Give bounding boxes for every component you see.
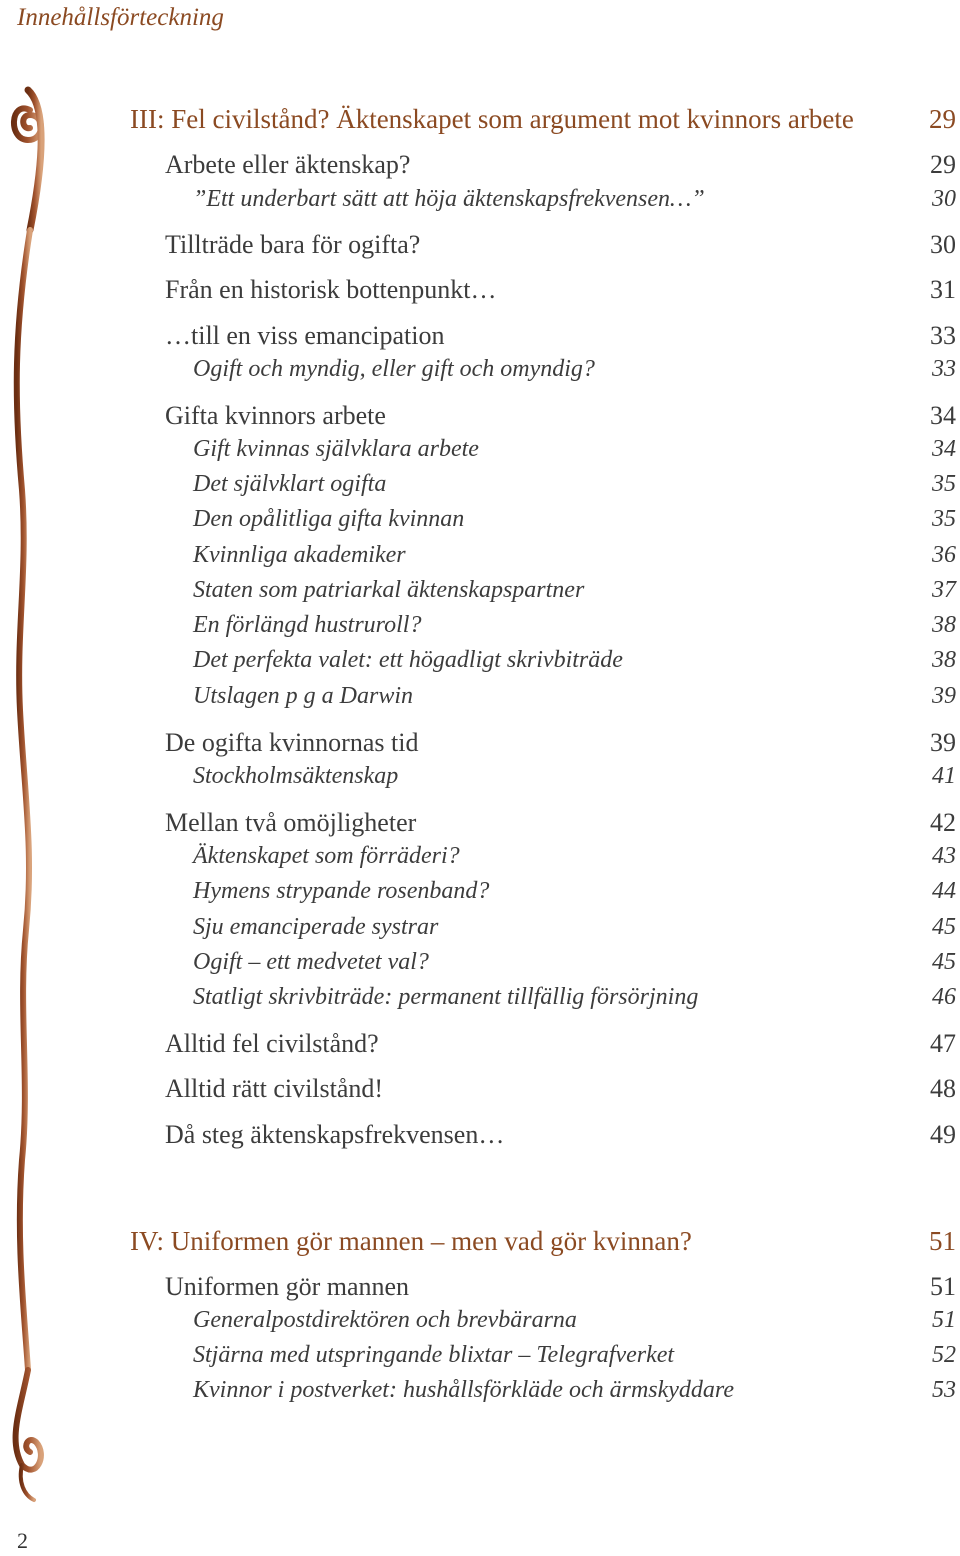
toc-entry-title: Stjärna med utspringande blixtar – Telegrafverket [193, 1342, 675, 1368]
toc-entry-section [165, 728, 956, 758]
toc-entry-sub [193, 763, 956, 790]
toc-entry-title: Gifta kvinnors arbete [165, 401, 386, 430]
toc-entry-title: Gift kvinnas självklara arbete [193, 436, 479, 462]
toc-entry-page: 31 [930, 275, 956, 304]
toc-entry-page: 48 [930, 1074, 956, 1103]
toc-entry-page: 47 [930, 1029, 956, 1058]
toc-entry-title: De ogifta kvinnornas tid [165, 728, 419, 757]
page-number: 2 [17, 1528, 28, 1553]
toc-entry-page: 36 [932, 542, 956, 568]
toc-entry-page: 46 [932, 984, 956, 1010]
toc-entry-page: 38 [932, 612, 956, 638]
toc-entry-page: 33 [932, 356, 956, 382]
toc-entry-page: 41 [932, 763, 956, 789]
toc-entry-section [165, 150, 956, 180]
toc-entry-page: 29 [930, 150, 956, 179]
toc-entry-title: En förlängd hustruroll? [193, 612, 422, 638]
toc-entry-sub [193, 1377, 956, 1404]
toc-entry-title: Arbete eller äktenskap? [165, 150, 411, 179]
toc-entry-page: 52 [932, 1342, 956, 1368]
toc-entry-page: 38 [932, 647, 956, 673]
toc-entry-title: Ogift och myndig, eller gift och omyndig? [193, 356, 595, 382]
toc-entry-section [165, 808, 956, 838]
toc-entry-section [165, 1029, 956, 1059]
toc-entry-title: Statligt skrivbiträde: permanent tillfällig försörjning [193, 984, 699, 1010]
toc-entry-title: Generalpostdirektören och brevbärarna [193, 1307, 577, 1333]
toc-entry-title: Tillträde bara för ogifta? [165, 230, 421, 259]
toc-entry-page: 37 [932, 577, 956, 603]
toc-entry-section [165, 1074, 956, 1104]
toc-entry-title: Det perfekta valet: ett högadligt skrivbiträde [193, 647, 623, 673]
toc-entry-title: Den opålitliga gifta kvinnan [193, 506, 465, 532]
toc-entry-title: Sju emanciperade systrar [193, 914, 439, 940]
toc-entry-page: 34 [932, 436, 956, 462]
toc-entry-page: 44 [932, 878, 956, 904]
toc-entry-sub [193, 914, 956, 941]
toc-entry-section [165, 230, 956, 260]
toc-entry-page: 39 [930, 728, 956, 757]
toc-entry-title: IV: Uniformen gör mannen – men vad gör kvinnan? [130, 1226, 692, 1256]
toc-entry-sub [193, 612, 956, 639]
toc-entry-page: 39 [932, 683, 956, 709]
toc-entry-title: Kvinnliga akademiker [193, 542, 406, 568]
toc-entry-page: 29 [929, 104, 956, 134]
toc-entry-title: Äktenskapet som förräderi? [193, 843, 460, 869]
toc-entry-page: 45 [932, 949, 956, 975]
toc-entry-section [165, 321, 956, 351]
toc-entry-sub [193, 577, 956, 604]
toc-entry-page: 35 [932, 471, 956, 497]
toc-entry-page: 51 [930, 1272, 956, 1301]
toc-entry-title: Mellan två omöjligheter [165, 808, 417, 837]
toc-entry-page: 30 [932, 186, 956, 212]
toc-entry-chapter [130, 104, 956, 135]
toc-entry-sub [193, 683, 956, 710]
toc-entry-page: 35 [932, 506, 956, 532]
toc-entry-sub [193, 356, 956, 383]
toc-entry-page: 51 [932, 1307, 956, 1333]
toc-entry-page: 51 [929, 1226, 956, 1256]
toc-entry-page: 43 [932, 843, 956, 869]
toc-entry-page: 30 [930, 230, 956, 259]
toc-entry-sub [193, 1342, 956, 1369]
toc-entry-title: Hymens strypande rosenband? [193, 878, 490, 904]
toc-entry-page: 53 [932, 1377, 956, 1403]
toc-entry-section [165, 275, 956, 305]
toc-entry-title: Kvinnor i postverket: hushållsförkläde och ärmskyddare [193, 1377, 735, 1403]
toc-entry-title: III: Fel civilstånd? Äktenskapet som argument mot kvinnors arbete [130, 104, 854, 134]
toc-entry-sub [193, 186, 956, 213]
toc-entry-title: Staten som patriarkal äktenskapspartner [193, 577, 585, 603]
toc-entry-sub [193, 949, 956, 976]
toc-entry-sub [193, 843, 956, 870]
toc-entry-page: 49 [930, 1120, 956, 1149]
toc-entry-section [165, 1272, 956, 1302]
running-header: Innehållsförteckning [17, 4, 224, 31]
toc-entry-title: Ogift – ett medvetet val? [193, 949, 429, 975]
toc-entry-title: Det självklart ogifta [193, 471, 387, 497]
toc-entry-title: Stockholmsäktenskap [193, 763, 399, 789]
toc-entry-sub [193, 647, 956, 674]
toc-entry-page: 42 [930, 808, 956, 837]
toc-entry-title: ”Ett underbart sätt att höja äktenskapsfrekvensen…” [193, 186, 705, 212]
toc-entry-sub [193, 542, 956, 569]
toc-entry-page: 45 [932, 914, 956, 940]
toc-entry-title: Då steg äktenskapsfrekvensen… [165, 1120, 505, 1149]
toc-entry-title: …till en viss emancipation [165, 321, 445, 350]
toc-entry-title: Alltid rätt civilstånd! [165, 1074, 384, 1103]
toc-entry-chapter [130, 1226, 956, 1257]
toc-entry-page: 34 [930, 401, 956, 430]
toc-entry-sub [193, 878, 956, 905]
toc-entry-sub [193, 436, 956, 463]
toc-entry-title: Utslagen p g a Darwin [193, 683, 414, 709]
toc-entry-title: Alltid fel civilstånd? [165, 1029, 379, 1058]
toc-entry-title: Uniformen gör mannen [165, 1272, 410, 1301]
toc-entry-sub [193, 984, 956, 1011]
toc-entry-section [165, 401, 956, 431]
toc-entry-page: 33 [930, 321, 956, 350]
toc-entry-sub [193, 471, 956, 498]
toc-entry-sub [193, 1307, 956, 1334]
toc-entry-section [165, 1120, 956, 1150]
toc-entry-sub [193, 506, 956, 533]
toc-entry-title: Från en historisk bottenpunkt… [165, 275, 497, 304]
